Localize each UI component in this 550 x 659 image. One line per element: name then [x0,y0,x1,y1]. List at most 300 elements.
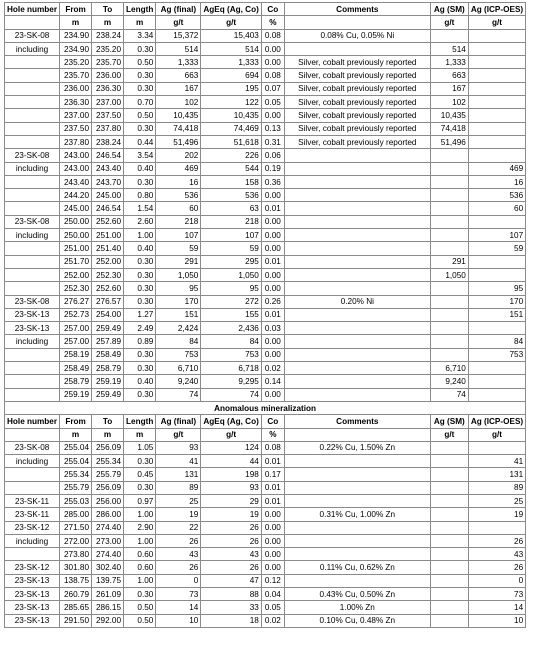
ag-sm-cell: 663 [430,69,468,82]
length-cell: 0.30 [124,348,156,361]
hole-number-cell: including [5,162,60,175]
table-row [5,481,526,494]
comments-cell [284,348,430,361]
ageq-cell: 19 [201,508,261,521]
ag-sm-cell [430,468,468,481]
from-cell: 255.04 [60,441,92,454]
comments-cell [284,388,430,401]
ag-sm-cell [430,441,468,454]
ageq-cell: 514 [201,42,261,55]
table-row [5,308,526,321]
column-header: From [60,3,92,16]
ag-final-cell: 74 [156,388,201,401]
co-cell: 0.00 [261,109,284,122]
ag-icp-cell: 170 [468,295,525,308]
unit-header: g/t [468,16,525,29]
to-cell: 252.30 [92,268,124,281]
length-cell: 0.50 [124,109,156,122]
hole-number-cell [5,282,60,295]
column-header: Hole number [5,415,60,428]
unit-header: g/t [430,16,468,29]
ageq-cell: 33 [201,601,261,614]
co-cell: 0.00 [261,215,284,228]
ag-sm-cell [430,175,468,188]
hole-number-cell [5,82,60,95]
comments-cell [284,189,430,202]
comments-cell [284,42,430,55]
co-cell: 0.00 [261,242,284,255]
to-cell: 235.20 [92,42,124,55]
from-cell: 257.00 [60,322,92,335]
ag-final-cell: 15,372 [156,29,201,42]
co-cell: 0.13 [261,122,284,135]
comments-cell [284,149,430,162]
from-cell: 243.40 [60,175,92,188]
unit-header [5,428,60,441]
ag-icp-cell: 26 [468,561,525,574]
to-cell: 235.70 [92,56,124,69]
hole-number-cell [5,109,60,122]
table-row [5,375,526,388]
ag-icp-cell: 0 [468,574,525,587]
to-cell: 286.00 [92,508,124,521]
co-cell: 0.26 [261,295,284,308]
comments-cell: 0.20% Ni [284,295,430,308]
ageq-cell: 155 [201,308,261,321]
hole-number-cell [5,175,60,188]
ag-icp-cell [468,42,525,55]
hole-number-cell: 23-SK-11 [5,508,60,521]
co-cell: 0.00 [261,548,284,561]
comments-cell: Silver, cobalt previously reported [284,96,430,109]
ageq-cell: 15,403 [201,29,261,42]
table-row [5,149,526,162]
table-row [5,268,526,281]
hole-number-cell: 23-SK-12 [5,561,60,574]
hole-number-cell: 23-SK-13 [5,614,60,627]
ag-sm-cell [430,348,468,361]
length-cell: 0.30 [124,588,156,601]
ageq-cell: 272 [201,295,261,308]
ag-icp-cell [468,362,525,375]
ag-final-cell: 19 [156,508,201,521]
to-cell: 255.34 [92,455,124,468]
comments-cell: 1.00% Zn [284,601,430,614]
primary-header-row [5,3,526,16]
ageq-cell: 95 [201,282,261,295]
length-cell: 2.49 [124,322,156,335]
length-cell: 0.70 [124,96,156,109]
ageq-cell: 158 [201,175,261,188]
ag-final-cell: 291 [156,255,201,268]
ageq-cell: 88 [201,588,261,601]
ag-icp-cell: 89 [468,481,525,494]
ag-final-cell: 469 [156,162,201,175]
table-row [5,468,526,481]
length-cell: 0.30 [124,42,156,55]
comments-cell [284,242,430,255]
length-cell: 1.00 [124,508,156,521]
ag-sm-cell [430,295,468,308]
ag-icp-cell [468,135,525,148]
unit-header: m [60,16,92,29]
ageq-cell: 51,618 [201,135,261,148]
from-cell: 237.50 [60,122,92,135]
ag-final-cell: 218 [156,215,201,228]
ageq-cell: 1,333 [201,56,261,69]
results-table [4,2,526,628]
to-cell: 237.50 [92,109,124,122]
length-cell: 0.30 [124,455,156,468]
co-cell: 0.00 [261,521,284,534]
unit-header: m [92,428,124,441]
length-cell: 1.00 [124,534,156,547]
comments-cell: Silver, cobalt previously reported [284,69,430,82]
from-cell: 252.30 [60,282,92,295]
hole-number-cell [5,388,60,401]
ageq-cell: 544 [201,162,261,175]
comments-cell: Silver, cobalt previously reported [284,122,430,135]
table-row [5,229,526,242]
table-row [5,242,526,255]
to-cell: 246.54 [92,202,124,215]
co-cell: 0.01 [261,255,284,268]
ageq-cell: 9,295 [201,375,261,388]
ageq-cell: 26 [201,561,261,574]
comments-cell [284,521,430,534]
ag-final-cell: 14 [156,601,201,614]
to-cell: 254.00 [92,308,124,321]
from-cell: 243.00 [60,162,92,175]
co-cell: 0.36 [261,175,284,188]
hole-number-cell [5,96,60,109]
ag-final-cell: 16 [156,175,201,188]
to-cell: 259.19 [92,375,124,388]
unit-header: g/t [201,16,261,29]
ageq-cell: 59 [201,242,261,255]
from-cell: 138.75 [60,574,92,587]
ag-icp-cell [468,96,525,109]
comments-cell [284,268,430,281]
table-row [5,348,526,361]
ag-icp-cell: 19 [468,508,525,521]
ag-final-cell: 10,435 [156,109,201,122]
length-cell: 0.45 [124,468,156,481]
from-cell: 237.80 [60,135,92,148]
ag-icp-cell: 469 [468,162,525,175]
ag-final-cell: 0 [156,574,201,587]
ageq-cell: 6,718 [201,362,261,375]
table-row [5,601,526,614]
hole-number-cell: 23-SK-13 [5,601,60,614]
ageq-cell: 63 [201,202,261,215]
table-row [5,588,526,601]
co-cell: 0.05 [261,601,284,614]
primary-units-row [5,16,526,29]
ag-final-cell: 170 [156,295,201,308]
ag-sm-cell [430,455,468,468]
from-cell: 237.00 [60,109,92,122]
comments-cell [284,229,430,242]
length-cell: 0.30 [124,69,156,82]
hole-number-cell [5,122,60,135]
column-header: Ag (final) [156,415,201,428]
from-cell: 260.79 [60,588,92,601]
ag-sm-cell [430,574,468,587]
ag-final-cell: 43 [156,548,201,561]
ageq-cell: 198 [201,468,261,481]
ag-icp-cell [468,388,525,401]
ag-sm-cell [430,508,468,521]
from-cell: 255.34 [60,468,92,481]
ageq-cell: 295 [201,255,261,268]
to-cell: 255.79 [92,468,124,481]
ag-final-cell: 25 [156,494,201,507]
ageq-cell: 26 [201,521,261,534]
ag-icp-cell [468,215,525,228]
unit-header: m [124,16,156,29]
length-cell: 0.30 [124,481,156,494]
length-cell: 0.30 [124,388,156,401]
ag-final-cell: 753 [156,348,201,361]
ag-icp-cell: 26 [468,534,525,547]
unit-header: g/t [201,428,261,441]
ag-final-cell: 514 [156,42,201,55]
ag-final-cell: 41 [156,455,201,468]
ag-icp-cell [468,82,525,95]
ag-icp-cell [468,375,525,388]
ag-final-cell: 89 [156,481,201,494]
ag-icp-cell [468,441,525,454]
table-row [5,96,526,109]
to-cell: 251.40 [92,242,124,255]
from-cell: 258.49 [60,362,92,375]
comments-cell [284,322,430,335]
ageq-cell: 74 [201,388,261,401]
ageq-cell: 122 [201,96,261,109]
ageq-cell: 107 [201,229,261,242]
column-header: From [60,415,92,428]
to-cell: 256.09 [92,481,124,494]
table-row [5,574,526,587]
to-cell: 252.00 [92,255,124,268]
comments-cell: 0.43% Cu, 0.50% Zn [284,588,430,601]
hole-number-cell: 23-SK-08 [5,295,60,308]
hole-number-cell: 23-SK-12 [5,521,60,534]
comments-cell: 0.31% Cu, 1.00% Zn [284,508,430,521]
ag-sm-cell [430,282,468,295]
length-cell: 1.00 [124,574,156,587]
to-cell: 257.89 [92,335,124,348]
to-cell: 274.40 [92,521,124,534]
to-cell: 276.57 [92,295,124,308]
from-cell: 255.79 [60,481,92,494]
ageq-cell: 124 [201,441,261,454]
length-cell: 0.50 [124,56,156,69]
ag-final-cell: 151 [156,308,201,321]
co-cell: 0.00 [261,56,284,69]
ag-sm-cell: 74 [430,388,468,401]
table-row [5,122,526,135]
column-header: AgEq (Ag, Co) [201,3,261,16]
from-cell: 236.30 [60,96,92,109]
ag-final-cell: 1,333 [156,56,201,69]
hole-number-cell: 23-SK-08 [5,149,60,162]
ag-icp-cell: 59 [468,242,525,255]
ag-sm-cell [430,494,468,507]
to-cell: 243.70 [92,175,124,188]
ag-sm-cell [430,588,468,601]
table-row [5,388,526,401]
from-cell: 250.00 [60,215,92,228]
ag-final-cell: 74,418 [156,122,201,135]
ag-final-cell: 26 [156,534,201,547]
length-cell: 0.50 [124,601,156,614]
table-row [5,42,526,55]
table-row [5,441,526,454]
ag-final-cell: 9,240 [156,375,201,388]
hole-number-cell: including [5,42,60,55]
co-cell: 0.01 [261,308,284,321]
co-cell: 0.01 [261,494,284,507]
comments-cell [284,534,430,547]
ag-sm-cell [430,322,468,335]
length-cell: 0.80 [124,189,156,202]
hole-number-cell: 23-SK-13 [5,322,60,335]
from-cell: 291.50 [60,614,92,627]
ag-sm-cell: 10,435 [430,109,468,122]
to-cell: 237.80 [92,122,124,135]
hole-number-cell [5,468,60,481]
hole-number-cell [5,255,60,268]
ag-final-cell: 51,496 [156,135,201,148]
to-cell: 259.49 [92,388,124,401]
length-cell: 1.00 [124,229,156,242]
to-cell: 252.60 [92,215,124,228]
hole-number-cell [5,375,60,388]
length-cell: 0.60 [124,548,156,561]
ageq-cell: 18 [201,614,261,627]
hole-number-cell [5,268,60,281]
from-cell: 285.65 [60,601,92,614]
ag-sm-cell [430,29,468,42]
comments-cell: Silver, cobalt previously reported [284,82,430,95]
hole-number-cell [5,348,60,361]
ag-final-cell: 536 [156,189,201,202]
unit-header: m [124,428,156,441]
comments-cell [284,574,430,587]
length-cell: 0.30 [124,295,156,308]
comments-cell [284,481,430,494]
ageq-cell: 226 [201,149,261,162]
co-cell: 0.00 [261,534,284,547]
hole-number-cell: 23-SK-08 [5,215,60,228]
to-cell: 259.49 [92,322,124,335]
ag-final-cell: 22 [156,521,201,534]
comments-cell [284,282,430,295]
ag-final-cell: 59 [156,242,201,255]
ag-final-cell: 10 [156,614,201,627]
co-cell: 0.17 [261,468,284,481]
ag-sm-cell: 51,496 [430,135,468,148]
ag-icp-cell [468,322,525,335]
co-cell: 0.01 [261,481,284,494]
table-row [5,162,526,175]
length-cell: 0.40 [124,242,156,255]
table-row [5,508,526,521]
length-cell: 0.30 [124,255,156,268]
to-cell: 237.00 [92,96,124,109]
comments-cell [284,335,430,348]
length-cell: 0.30 [124,82,156,95]
hole-number-cell: 23-SK-13 [5,588,60,601]
column-header: To [92,415,124,428]
length-cell: 0.30 [124,268,156,281]
co-cell: 0.00 [261,42,284,55]
table-row [5,614,526,627]
co-cell: 0.00 [261,268,284,281]
ag-sm-cell [430,481,468,494]
table-row [5,548,526,561]
comments-cell [284,455,430,468]
ag-icp-cell: 16 [468,175,525,188]
to-cell: 139.75 [92,574,124,587]
ageq-cell: 1,050 [201,268,261,281]
length-cell: 0.60 [124,561,156,574]
from-cell: 276.27 [60,295,92,308]
unit-header [5,16,60,29]
comments-cell [284,308,430,321]
to-cell: 273.00 [92,534,124,547]
hole-number-cell [5,135,60,148]
ag-sm-cell: 6,710 [430,362,468,375]
ag-final-cell: 60 [156,202,201,215]
co-cell: 0.14 [261,375,284,388]
ag-final-cell: 26 [156,561,201,574]
ag-sm-cell: 1,333 [430,56,468,69]
hole-number-cell [5,242,60,255]
unit-header: g/t [156,428,201,441]
comments-cell: Silver, cobalt previously reported [284,56,430,69]
ag-icp-cell [468,255,525,268]
length-cell: 0.89 [124,335,156,348]
length-cell: 0.30 [124,362,156,375]
to-cell: 256.09 [92,441,124,454]
column-header: Ag (SM) [430,415,468,428]
ag-sm-cell: 291 [430,255,468,268]
ag-sm-cell [430,335,468,348]
ageq-cell: 93 [201,481,261,494]
unit-header: % [261,16,284,29]
unit-header [284,428,430,441]
from-cell: 234.90 [60,29,92,42]
table-row [5,175,526,188]
ag-icp-cell: 753 [468,348,525,361]
column-header: Co [261,3,284,16]
hole-number-cell: including [5,455,60,468]
to-cell: 258.49 [92,348,124,361]
hole-number-cell [5,189,60,202]
ag-icp-cell: 107 [468,229,525,242]
ag-icp-cell: 131 [468,468,525,481]
to-cell: 258.79 [92,362,124,375]
ag-icp-cell: 73 [468,588,525,601]
ag-sm-cell: 74,418 [430,122,468,135]
ag-final-cell: 2,424 [156,322,201,335]
comments-cell [284,175,430,188]
co-cell: 0.07 [261,82,284,95]
ag-final-cell: 84 [156,335,201,348]
